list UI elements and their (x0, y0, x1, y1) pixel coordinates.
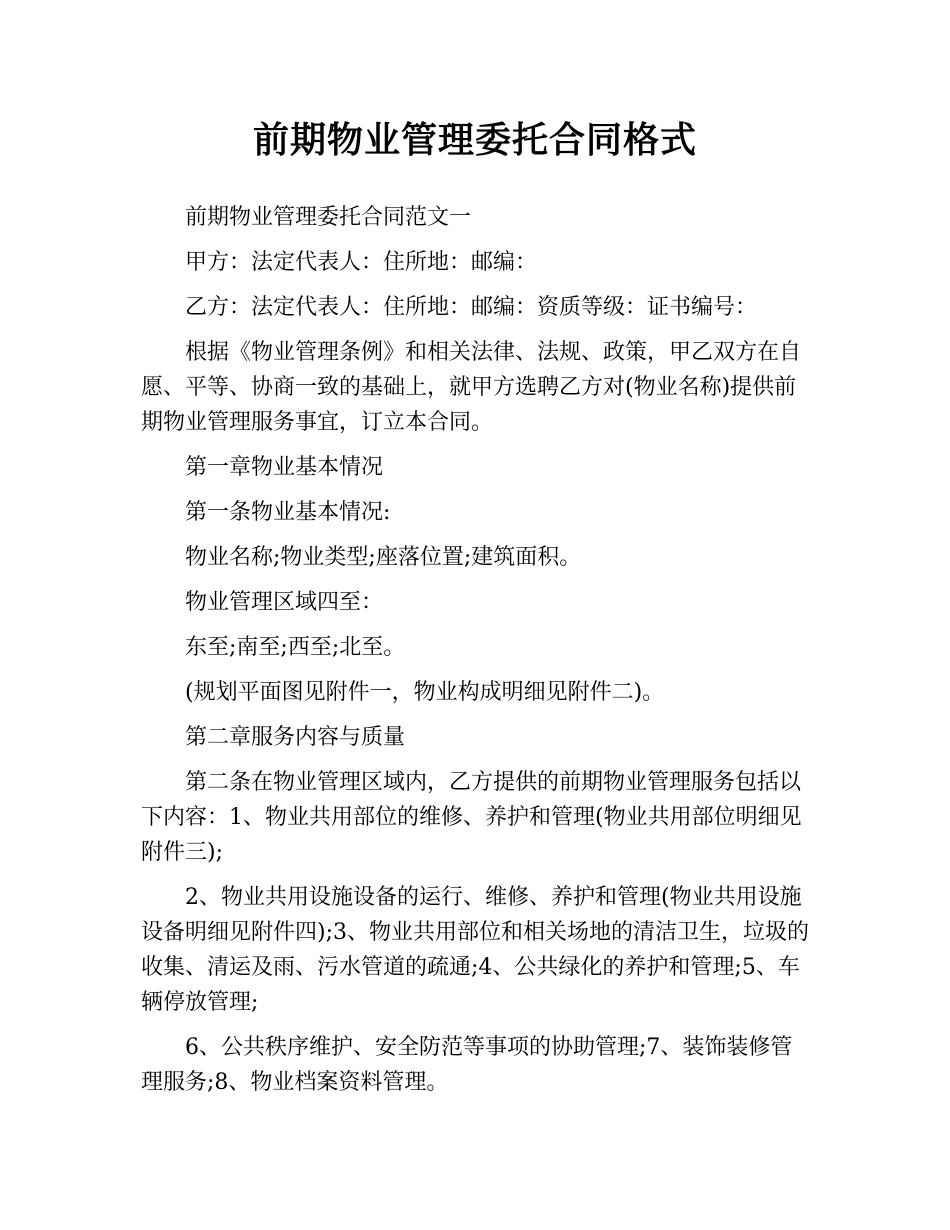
document-body (141, 200, 813, 1110)
paragraph-chapter-2: 第二章服务内容与质量 (185, 725, 406, 750)
paragraph-subtitle: 前期物业管理委托合同范文一 (185, 205, 472, 230)
paragraph-boundaries: 东至;南至;西至;北至。 (185, 635, 406, 660)
paragraph-party-a: 甲方：法定代表人：住所地：邮编： (185, 250, 538, 275)
paragraph-services-2-5: 2、物业共用设施设备的运行、维修、养护和管理(物业共用设施设备明细见附件四);3、物业共用部位和相关场地的清洁卫生，垃圾的收集、清运及雨、污水管道的疏通;4、公共绿化的养护和管理;5、车辆停放管理; (141, 885, 809, 1015)
paragraph-article-2: 第二条在物业管理区域内，乙方提供的前期物业管理服务包括以下内容：1、物业共用部位的维修、养护和管理(物业共用部位明细见附件三); (141, 770, 802, 865)
paragraph-party-b: 乙方：法定代表人：住所地：邮编：资质等级：证书编号： (185, 295, 758, 320)
paragraph-boundaries-heading: 物业管理区域四至： (185, 590, 384, 615)
paragraph-chapter-1: 第一章物业基本情况 (185, 455, 384, 480)
paragraph-preamble: 根据《物业管理条例》和相关法律、法规、政策，甲乙双方在自愿、平等、协商一致的基础上，就甲方选聘乙方对(物业名称)提供前期物业管理服务事宜，订立本合同。 (141, 340, 802, 435)
document-title: 前期物业管理委托合同格式 (252, 120, 697, 161)
paragraph-property-info: 物业名称;物业类型;座落位置;建筑面积。 (185, 545, 582, 570)
paragraph-attachments-note: (规划平面图见附件一，物业构成明细见附件二)。 (185, 680, 665, 705)
paragraph-services-6-8: 6、公共秩序维护、安全防范等事项的协助管理;7、装饰装修管理服务;8、物业档案资料管理。 (141, 1035, 793, 1095)
paragraph-article-1: 第一条物业基本情况: (185, 500, 391, 525)
